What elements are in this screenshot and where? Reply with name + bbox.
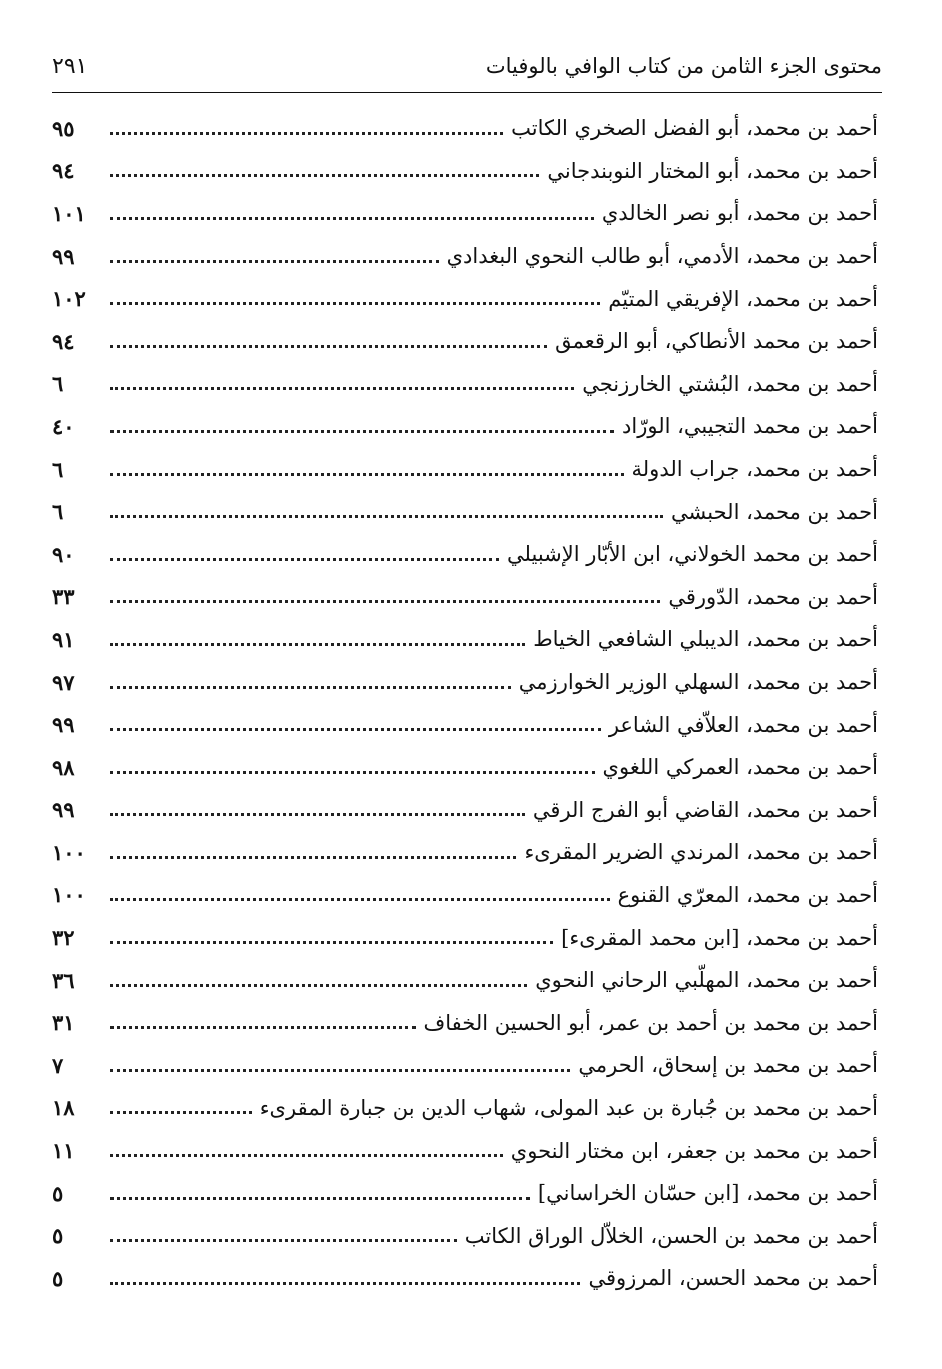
entry-page-number: ١٠١ [52, 200, 86, 226]
dot-leader [110, 856, 516, 859]
entry-name: أحمد بن محمد، القاضي أبو الفرج الرقي [532, 797, 878, 822]
toc-entry [52, 916, 878, 959]
dot-leader [110, 387, 574, 390]
dot-leader [110, 600, 660, 603]
toc-entry [52, 789, 878, 832]
dot-leader [110, 174, 539, 177]
dot-leader [110, 473, 624, 476]
dot-leader [110, 302, 600, 305]
dot-leader [110, 1026, 416, 1029]
entry-page-number: ٦ [52, 456, 64, 482]
toc-entry [52, 831, 878, 874]
dot-leader [110, 686, 511, 689]
toc-entry [52, 533, 878, 576]
toc-entry [52, 192, 878, 235]
dot-leader [110, 1197, 530, 1200]
dot-leader [110, 1111, 252, 1114]
table-of-contents [52, 107, 878, 1300]
entry-name: أحمد بن محمد، المرندي الضرير المقرىء [524, 840, 878, 865]
dot-leader [110, 728, 601, 731]
toc-entry [52, 1044, 878, 1087]
toc-entry [52, 1001, 878, 1044]
entry-page-number: ٥ [52, 1180, 64, 1206]
entry-page-number: ١٠٠ [52, 882, 86, 908]
entry-name: أحمد بن محمد، البُشتي الخارزنجي [582, 371, 878, 396]
toc-entry [52, 1214, 878, 1257]
dot-leader [110, 1282, 580, 1285]
dot-leader [110, 217, 594, 220]
entry-name: أحمد بن محمد، الإفريقي المتيّم [608, 286, 878, 311]
toc-entry [52, 363, 878, 406]
entry-page-number: ٥ [52, 1265, 64, 1291]
dot-leader [110, 941, 553, 944]
entry-name: أحمد بن محمد الخولاني، ابن الأبّار الإشبيلي [507, 542, 878, 567]
entry-page-number: ٩٤ [52, 158, 75, 184]
entry-page-number: ٩٨ [52, 754, 75, 780]
entry-page-number: ٩١ [52, 626, 75, 652]
entry-name: أحمد بن محمد بن الحسن، الخلاّل الوراق الكاتب [464, 1223, 878, 1248]
running-title: محتوى الجزء الثامن من كتاب الوافي بالوفيات [485, 54, 882, 78]
entry-name: أحمد بن محمد، أبو المختار النوبندجاني [547, 158, 878, 183]
toc-entry [52, 874, 878, 917]
entry-name: أحمد بن محمد، أبو الفضل الصخري الكاتب [511, 116, 878, 141]
toc-entry [52, 1129, 878, 1172]
entry-page-number: ٣٣ [52, 584, 75, 610]
entry-page-number: ٩٤ [52, 328, 75, 354]
dot-leader [110, 1069, 570, 1072]
entry-name: أحمد بن محمد، الحبشي [671, 499, 878, 524]
dot-leader [110, 1239, 457, 1242]
entry-page-number: ١٨ [52, 1095, 75, 1121]
dot-leader [110, 1154, 503, 1157]
entry-name: أحمد بن محمد، أبو نصر الخالدي [601, 201, 878, 226]
entry-name: أحمد بن محمد، الدّورقي [668, 584, 878, 609]
toc-entry [52, 576, 878, 619]
entry-name: أحمد بن محمد، [ابن حسّان الخراساني] [537, 1181, 878, 1206]
entry-name: أحمد بن محمد، الأدمي، أبو طالب النحوي البغدادي [446, 244, 878, 269]
entry-name: أحمد بن محمد الحسن، المرزوقي [588, 1266, 878, 1291]
entry-page-number: ٦ [52, 499, 64, 525]
toc-entry [52, 618, 878, 661]
entry-page-number: ٥ [52, 1223, 64, 1249]
entry-page-number: ١٠٠ [52, 839, 86, 865]
header-rule [52, 92, 882, 93]
entry-page-number: ٩٩ [52, 712, 75, 738]
toc-entry [52, 150, 878, 193]
entry-page-number: ٣١ [52, 1010, 75, 1036]
dot-leader [110, 898, 610, 901]
entry-name: أحمد بن محمد، العلاّفي الشاعر [608, 712, 878, 737]
entry-name: أحمد بن محمد، المعرّي القنوع [617, 882, 878, 907]
dot-leader [110, 771, 595, 774]
entry-page-number: ٣٢ [52, 925, 75, 951]
toc-entry [52, 661, 878, 704]
toc-entry [52, 277, 878, 320]
toc-entry [52, 320, 878, 363]
entry-page-number: ٦ [52, 371, 64, 397]
toc-entry [52, 1087, 878, 1130]
dot-leader [110, 558, 499, 561]
dot-leader [110, 643, 525, 646]
entry-page-number: ٩٧ [52, 669, 75, 695]
entry-name: أحمد بن محمد، المهلّبي الرحاني النحوي [535, 968, 878, 993]
toc-entry [52, 405, 878, 448]
entry-name: أحمد بن محمد بن أحمد بن عمر، أبو الحسين الخفاف [423, 1010, 878, 1035]
entry-page-number: ١١ [52, 1138, 75, 1164]
dot-leader [110, 132, 503, 135]
entry-page-number: ٩٠ [52, 541, 75, 567]
entry-name: أحمد بن محمد بن جُبارة بن عبد المولى، شهاب الدين بن جبارة المقرىء [259, 1095, 878, 1120]
toc-entry [52, 490, 878, 533]
toc-entry [52, 235, 878, 278]
entry-page-number: ٩٩ [52, 243, 75, 269]
page-number: ٢٩١ [52, 53, 88, 79]
entry-name: أحمد بن محمد، جراب الدولة [631, 457, 878, 482]
entry-name: أحمد بن محمد بن جعفر، ابن مختار النحوي [510, 1138, 878, 1163]
dot-leader [110, 984, 527, 987]
dot-leader [110, 345, 547, 348]
toc-entry [52, 1172, 878, 1215]
entry-name: أحمد بن محمد، العمركي اللغوي [602, 755, 878, 780]
dot-leader [110, 260, 439, 263]
entry-page-number: ٣٦ [52, 967, 75, 993]
toc-entry [52, 959, 878, 1002]
entry-page-number: ٧ [52, 1052, 64, 1078]
entry-page-number: ١٠٢ [52, 286, 86, 312]
dot-leader [110, 515, 663, 518]
entry-name: أحمد بن محمد التجيبي، الورّاد [622, 414, 878, 439]
toc-entry [52, 448, 878, 491]
entry-page-number: ٩٩ [52, 797, 75, 823]
running-header [52, 46, 882, 86]
toc-entry [52, 703, 878, 746]
entry-page-number: ٤٠ [52, 413, 75, 439]
toc-entry [52, 746, 878, 789]
entry-name: أحمد بن محمد الأنطاكي، أبو الرقعمق [555, 329, 878, 354]
entry-name: أحمد بن محمد، السهلي الوزير الخوارزمي [518, 670, 878, 695]
dot-leader [110, 430, 614, 433]
entry-page-number: ٩٥ [52, 115, 75, 141]
toc-entry [52, 1257, 878, 1300]
entry-name: أحمد بن محمد، [ابن محمد المقرىء] [561, 925, 878, 950]
dot-leader [110, 813, 525, 816]
entry-name: أحمد بن محمد، الديبلي الشافعي الخياط [533, 627, 878, 652]
toc-entry [52, 107, 878, 150]
entry-name: أحمد بن محمد بن إسحاق، الحرمي [578, 1053, 878, 1078]
